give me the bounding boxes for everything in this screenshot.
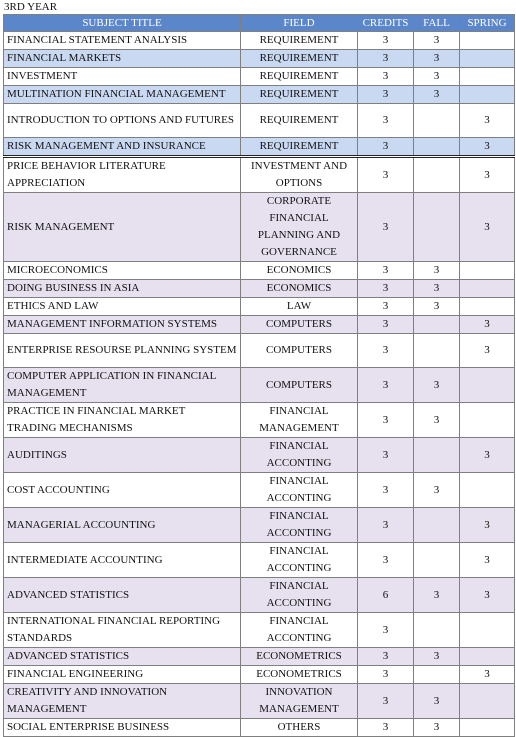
credits-cell: 3 [358, 157, 414, 193]
spring-cell [460, 719, 515, 737]
table-row [4, 543, 515, 578]
credits-cell: 3 [358, 32, 414, 50]
table-row [4, 280, 515, 298]
spring-cell: 3 [460, 578, 515, 613]
table-row [4, 473, 515, 508]
credits-cell: 3 [358, 138, 414, 157]
table-row [4, 298, 515, 316]
field-cell: ECONOMETRICS [241, 648, 358, 666]
spring-cell: 3 [460, 316, 515, 334]
table-row [4, 403, 515, 438]
field-cell: REQUIREMENT [241, 32, 358, 50]
table-row [4, 578, 515, 613]
spring-cell [460, 262, 515, 280]
credits-cell: 3 [358, 403, 414, 438]
field-cell: FINANCIAL MANAGEMENT [241, 403, 358, 438]
fall-cell [414, 508, 460, 543]
subject-title-cell: SOCIAL ENTERPRISE BUSINESS [4, 719, 241, 737]
subject-title-cell: COMPUTER APPLICATION IN FINANCIAL MANAGEMENT [4, 368, 241, 403]
spring-cell: 3 [460, 193, 515, 262]
fall-cell: 3 [414, 298, 460, 316]
field-cell: CORPORATE FINANCIAL PLANNING AND GOVERNANCE [241, 193, 358, 262]
header-spring: SPRING [460, 15, 515, 32]
field-cell: INVESTMENT AND OPTIONS [241, 157, 358, 193]
field-cell: COMPUTERS [241, 316, 358, 334]
course-table [3, 14, 515, 737]
spring-cell [460, 50, 515, 68]
subject-title-cell: RISK MANAGEMENT [4, 193, 241, 262]
field-cell: REQUIREMENT [241, 86, 358, 104]
credits-cell: 3 [358, 298, 414, 316]
field-cell: COMPUTERS [241, 368, 358, 403]
spring-cell [460, 648, 515, 666]
table-row [4, 334, 515, 368]
credits-cell: 3 [358, 50, 414, 68]
subject-title-cell: RISK MANAGEMENT AND INSURANCE [4, 138, 241, 157]
table-row [4, 368, 515, 403]
field-cell: FINANCIAL ACCONTING [241, 578, 358, 613]
credits-cell: 3 [358, 613, 414, 648]
header-field: FIELD [241, 15, 358, 32]
subject-title-cell: PRACTICE IN FINANCIAL MARKET TRADING MECHANISMS [4, 403, 241, 438]
credits-cell: 3 [358, 193, 414, 262]
credits-cell: 3 [358, 508, 414, 543]
field-cell: REQUIREMENT [241, 104, 358, 138]
fall-cell: 3 [414, 86, 460, 104]
table-row [4, 104, 515, 138]
header-subject-title: SUBJECT TITLE [4, 15, 241, 32]
credits-cell: 6 [358, 578, 414, 613]
table-row [4, 193, 515, 262]
fall-cell: 3 [414, 473, 460, 508]
subject-title-cell: FINANCIAL ENGINEERING [4, 666, 241, 684]
fall-cell [414, 438, 460, 473]
subject-title-cell: ADVANCED STATISTICS [4, 648, 241, 666]
field-cell: REQUIREMENT [241, 138, 358, 157]
field-cell: FINANCIAL ACCONTING [241, 613, 358, 648]
field-cell: FINANCIAL ACCONTING [241, 473, 358, 508]
subject-title-cell: MANAGERIAL ACCOUNTING [4, 508, 241, 543]
fall-cell: 3 [414, 684, 460, 719]
fall-cell: 3 [414, 32, 460, 50]
fall-cell [414, 613, 460, 648]
field-cell: FINANCIAL ACCONTING [241, 438, 358, 473]
table-row [4, 86, 515, 104]
table-row [4, 613, 515, 648]
fall-cell [414, 543, 460, 578]
field-cell: COMPUTERS [241, 334, 358, 368]
spring-cell: 3 [460, 334, 515, 368]
spring-cell: 3 [460, 104, 515, 138]
fall-cell [414, 138, 460, 157]
fall-cell [414, 334, 460, 368]
table-row [4, 684, 515, 719]
table-body [4, 32, 515, 737]
subject-title-cell: MULTINATION FINANCIAL MANAGEMENT [4, 86, 241, 104]
spring-cell: 3 [460, 508, 515, 543]
subject-title-cell: INVESTMENT [4, 68, 241, 86]
credits-cell: 3 [358, 473, 414, 508]
spring-cell: 3 [460, 543, 515, 578]
spring-cell: 3 [460, 157, 515, 193]
credits-cell: 3 [358, 262, 414, 280]
table-row [4, 648, 515, 666]
credits-cell: 3 [358, 280, 414, 298]
year-caption: 3RD YEAR [4, 1, 58, 13]
subject-title-cell: INTRODUCTION TO OPTIONS AND FUTURES [4, 104, 241, 138]
credits-cell: 3 [358, 86, 414, 104]
spring-cell [460, 684, 515, 719]
fall-cell [414, 157, 460, 193]
fall-cell: 3 [414, 262, 460, 280]
subject-title-cell: PRICE BEHAVIOR LITERATURE APPRECIATION [4, 157, 241, 193]
credits-cell: 3 [358, 334, 414, 368]
subject-title-cell: ETHICS AND LAW [4, 298, 241, 316]
fall-cell: 3 [414, 68, 460, 86]
field-cell: REQUIREMENT [241, 50, 358, 68]
subject-title-cell: CREATIVITY AND INNOVATION MANAGEMENT [4, 684, 241, 719]
fall-cell [414, 193, 460, 262]
subject-title-cell: FINANCIAL MARKETS [4, 50, 241, 68]
spring-cell [460, 368, 515, 403]
subject-title-cell: MICROECONOMICS [4, 262, 241, 280]
table-row [4, 508, 515, 543]
table-row [4, 719, 515, 737]
subject-title-cell: DOING BUSINESS IN ASIA [4, 280, 241, 298]
field-cell: FINANCIAL ACCONTING [241, 543, 358, 578]
spring-cell: 3 [460, 666, 515, 684]
spring-cell [460, 68, 515, 86]
table-row [4, 157, 515, 193]
subject-title-cell: AUDITINGS [4, 438, 241, 473]
field-cell: ECONOMICS [241, 280, 358, 298]
fall-cell: 3 [414, 368, 460, 403]
header-row [4, 15, 515, 32]
credits-cell: 3 [358, 368, 414, 403]
spring-cell [460, 86, 515, 104]
credits-cell: 3 [358, 316, 414, 334]
spring-cell [460, 32, 515, 50]
field-cell: INNOVATION MANAGEMENT [241, 684, 358, 719]
spring-cell [460, 473, 515, 508]
table-row [4, 32, 515, 50]
subject-title-cell: COST ACCOUNTING [4, 473, 241, 508]
subject-title-cell: INTERNATIONAL FINANCIAL REPORTING STANDARDS [4, 613, 241, 648]
field-cell: OTHERS [241, 719, 358, 737]
table-row [4, 438, 515, 473]
field-cell: LAW [241, 298, 358, 316]
table-row [4, 316, 515, 334]
spring-cell: 3 [460, 138, 515, 157]
subject-title-cell: ADVANCED STATISTICS [4, 578, 241, 613]
field-cell: REQUIREMENT [241, 68, 358, 86]
header-fall: FALL [414, 15, 460, 32]
credits-cell: 3 [358, 684, 414, 719]
table-row [4, 666, 515, 684]
table-row [4, 138, 515, 157]
table-row [4, 50, 515, 68]
header-credits: CREDITS [358, 15, 414, 32]
fall-cell: 3 [414, 403, 460, 438]
fall-cell: 3 [414, 648, 460, 666]
spring-cell [460, 613, 515, 648]
field-cell: ECONOMICS [241, 262, 358, 280]
fall-cell [414, 104, 460, 138]
credits-cell: 3 [358, 719, 414, 737]
subject-title-cell: MANAGEMENT INFORMATION SYSTEMS [4, 316, 241, 334]
field-cell: ECONOMETRICS [241, 666, 358, 684]
fall-cell: 3 [414, 280, 460, 298]
field-cell: FINANCIAL ACCONTING [241, 508, 358, 543]
fall-cell: 3 [414, 50, 460, 68]
fall-cell [414, 666, 460, 684]
fall-cell [414, 316, 460, 334]
spring-cell [460, 280, 515, 298]
credits-cell: 3 [358, 68, 414, 86]
credits-cell: 3 [358, 666, 414, 684]
table-row [4, 68, 515, 86]
subject-title-cell: INTERMEDIATE ACCOUNTING [4, 543, 241, 578]
credits-cell: 3 [358, 648, 414, 666]
table-row [4, 262, 515, 280]
subject-title-cell: ENTERPRISE RESOURSE PLANNING SYSTEM [4, 334, 241, 368]
fall-cell: 3 [414, 719, 460, 737]
fall-cell: 3 [414, 578, 460, 613]
credits-cell: 3 [358, 104, 414, 138]
spring-cell [460, 403, 515, 438]
credits-cell: 3 [358, 438, 414, 473]
spring-cell [460, 298, 515, 316]
spring-cell: 3 [460, 438, 515, 473]
subject-title-cell: FINANCIAL STATEMENT ANALYSIS [4, 32, 241, 50]
credits-cell: 3 [358, 543, 414, 578]
